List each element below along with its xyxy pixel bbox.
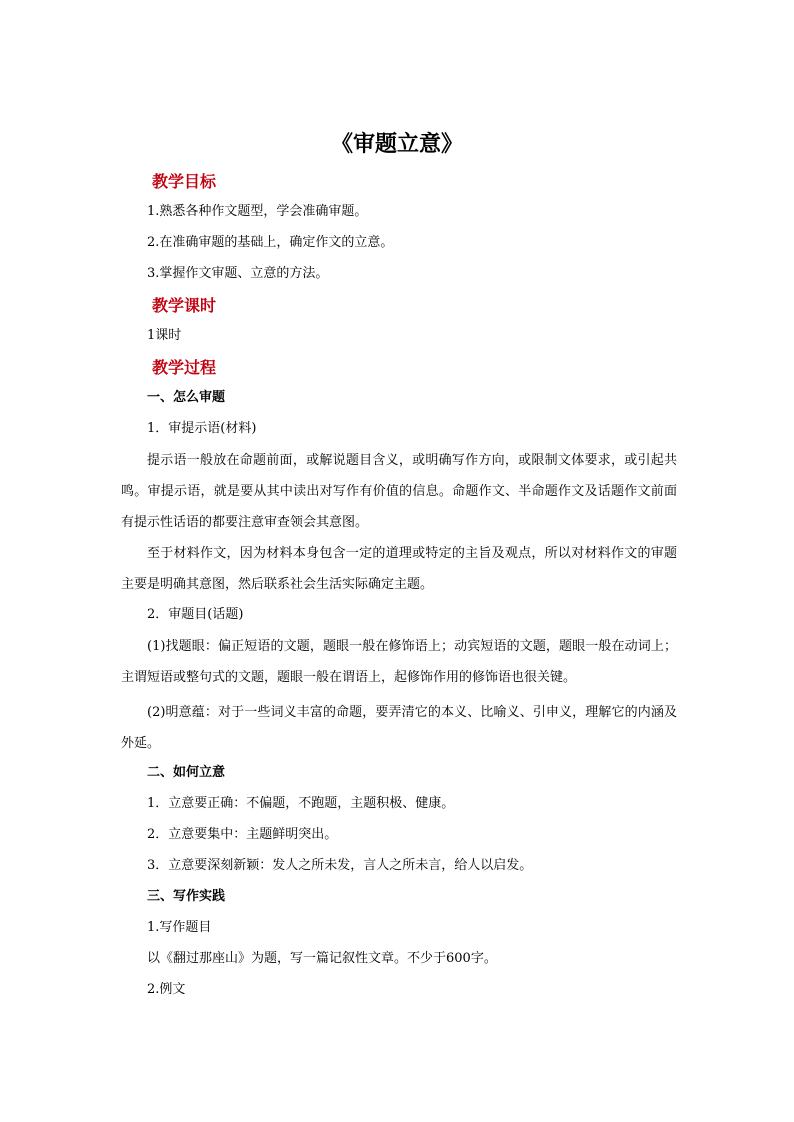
part2-item-3: 3．立意要深刻新颖：发人之所未发，言人之所未言，给人以启发。: [147, 858, 533, 873]
objective-item-2: 2.在准确审题的基础上，确定作文的立意。: [147, 235, 394, 250]
part3-sub1: 1.写作题目: [147, 920, 212, 935]
hours-heading: 教学课时: [152, 296, 217, 315]
part3-text1: 以《翻过那座山》为题，写一篇记叙性文章。不少于600字。: [147, 951, 497, 966]
part1-paragraph-4: (2)明意蕴：对于一些词义丰富的命题，要弄清它的本义、比喻义、引申义，理解它的内涵及外延。: [121, 705, 677, 751]
part1-sub1: 1．审提示语(材料): [147, 421, 257, 436]
objective-item-1: 1.熟悉各种作文题型，学会准确审题。: [147, 204, 368, 219]
process-heading: 教学过程: [152, 358, 217, 377]
part1-heading: 一、怎么审题: [147, 390, 226, 405]
part2-heading: 二、如何立意: [147, 765, 226, 780]
part2-item-2: 2．立意要集中：主题鲜明突出。: [147, 827, 338, 842]
part3-sub2: 2.例文: [147, 982, 186, 997]
part2-item-1: 1．立意要正确：不偏题，不跑题，主题积极、健康。: [147, 796, 455, 811]
part1-paragraph-2: 至于材料作文，因为材料本身包含一定的道理或特定的主旨及观点，所以对材料作文的审题主要是明确其意图，然后联系社会生活实际确定主题。: [121, 546, 677, 592]
part1-paragraph-1: 提示语一般放在命题前面，或解说题目含义，或明确写作方向，或限制文体要求，或引起共鸣。审提示语，就是要从其中读出对写作有价值的信息。命题作文、半命题作文及话题作文前面有提示性话语的都要注意审查领会其意图。: [121, 453, 677, 530]
hours-text: 1课时: [147, 328, 182, 343]
document-title: 《审题立意》: [330, 131, 463, 157]
part3-heading: 三、写作实践: [147, 889, 226, 904]
part1-paragraph-3: (1)找题眼：偏正短语的文题，题眼一般在修饰语上；动宾短语的文题，题眼一般在动词上；主谓短语或整句式的文题，题眼一般在谓语上，起修饰作用的修饰语也很关键。: [121, 639, 677, 685]
objectives-heading: 教学目标: [152, 172, 217, 191]
objective-item-3: 3.掌握作文审题、立意的方法。: [147, 266, 329, 281]
part1-sub2: 2．审题目(话题): [147, 607, 244, 622]
